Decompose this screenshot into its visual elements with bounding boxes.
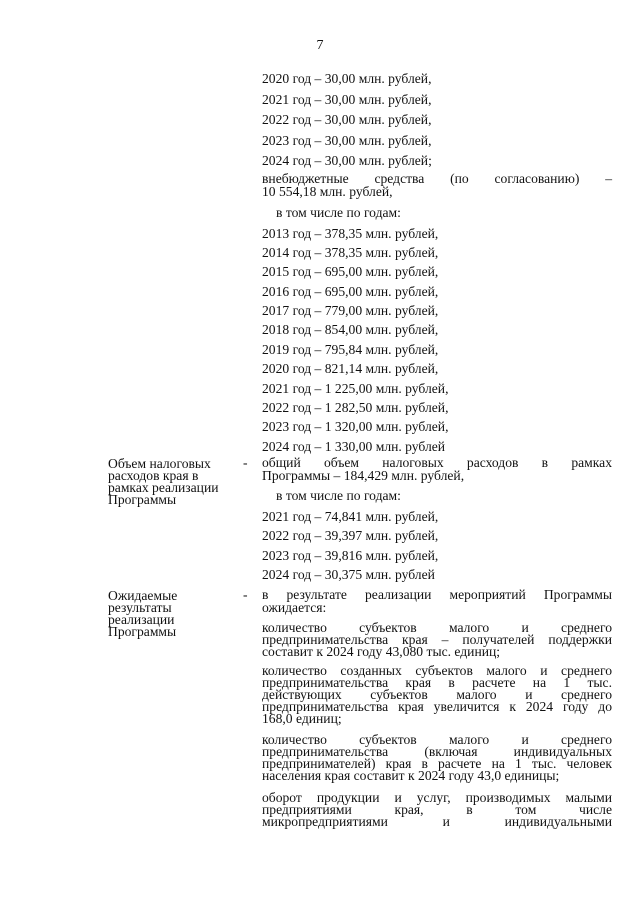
tax-total-line-1: общий объем налоговых расходов в рамках (262, 455, 612, 470)
tax-by-years-label: в том числе по годам: (276, 488, 401, 503)
result-paragraph-3: количество субъектов малого и среднего предпринимательства (включая индивидуальных предпринимателей) края в расчете на 1 тыс. человек населения края составит к 2024 году 43,0 единицы; (262, 732, 612, 783)
amount-line: 2024 год – 30,00 млн. рублей; (262, 153, 432, 168)
results-intro-line-2: ожидается: (262, 600, 327, 615)
year-line: 2018 год – 854,00 млн. рублей, (262, 322, 439, 338)
tax-year-line: 2024 год – 30,375 млн. рублей (262, 567, 435, 583)
tax-years-list (262, 489, 612, 588)
year-line: 2020 год – 821,14 млн. рублей, (262, 361, 439, 377)
tax-section-dash: - (243, 455, 248, 470)
year-line: 2014 год – 378,35 млн. рублей, (262, 244, 439, 260)
result-paragraph-4: оборот продукции и услуг, производимых малыми предприятиями края, в том числе микропредприятиями и индивидуальными (262, 790, 612, 829)
year-line: 2013 год – 378,35 млн. рублей, (262, 225, 439, 241)
year-line: 2017 год – 779,00 млн. рублей, (262, 303, 439, 319)
amount-line: 2022 год – 30,00 млн. рублей, (262, 112, 432, 127)
result-paragraph-1: количество субъектов малого и среднего предпринимательства края – получателей поддержки составит к 2024 году 43,080 тыс. единиц; (262, 620, 612, 659)
year-line: 2021 год – 1 225,00 млн. рублей, (262, 380, 449, 396)
tax-year-line: 2021 год – 74,841 млн. рублей, (262, 509, 439, 524)
results-intro (262, 588, 612, 614)
results-intro-line-1: в результате реализации мероприятий Программы (262, 587, 612, 602)
year-line: 2019 год – 795,84 млн. рублей, (262, 341, 439, 357)
years-list (262, 206, 612, 459)
amount-line: 2021 год – 30,00 млн. рублей, (262, 91, 432, 107)
extrabudgetary-line-1: внебюджетные средства (по согласованию) – (262, 171, 612, 186)
results-section-label: Ожидаемые результаты реализации Программы (108, 588, 178, 639)
tax-total-line-2: Программы – 184,429 млн. рублей, (262, 468, 465, 483)
results-section-dash: - (243, 587, 248, 602)
page-number: 7 (316, 38, 324, 53)
by-years-label: в том числе по годам: (276, 205, 401, 220)
extrabudgetary-block (262, 172, 612, 198)
year-line: 2024 год – 1 330,00 млн. рублей (262, 438, 446, 454)
tax-section-label: Объем налоговых расходов края в рамках реализации Программы (108, 456, 219, 507)
result-paragraph-2: количество созданных субъектов малого и среднего предпринимательства края в расчете на 1 тыс. действующих субъектов малого и среднего предпринимательства края увеличится к 2024 году до 168,0 единиц; (262, 663, 612, 726)
year-line: 2022 год – 1 282,50 млн. рублей, (262, 400, 449, 416)
amount-line: 2023 год – 30,00 млн. рублей, (262, 132, 432, 148)
top-amounts-list (262, 72, 612, 175)
tax-year-line: 2022 год – 39,397 млн. рублей, (262, 528, 439, 544)
year-line: 2023 год – 1 320,00 млн. рублей, (262, 419, 449, 435)
tax-year-line: 2023 год – 39,816 млн. рублей, (262, 547, 439, 563)
tax-section-value (262, 456, 612, 482)
amount-line: 2020 год – 30,00 млн. рублей, (262, 71, 432, 86)
year-line: 2015 год – 695,00 млн. рублей, (262, 264, 439, 280)
extrabudgetary-line-2: 10 554,18 млн. рублей, (262, 184, 393, 199)
year-line: 2016 год – 695,00 млн. рублей, (262, 283, 439, 299)
